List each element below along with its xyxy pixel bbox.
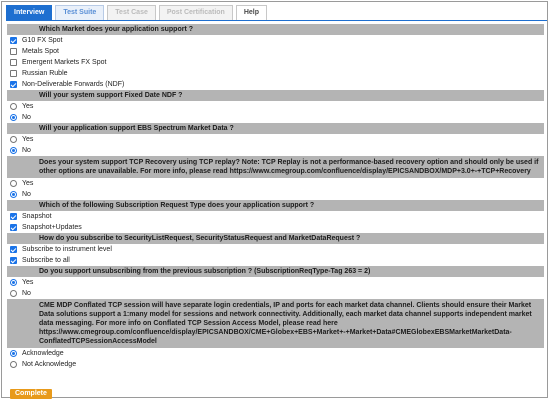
option-acknowledge[interactable] — [7, 348, 547, 359]
option-subscribe-all[interactable] — [7, 255, 547, 266]
tab-underline — [6, 20, 547, 21]
option-russian-ruble[interactable] — [7, 68, 547, 79]
radio-button[interactable] — [10, 103, 17, 110]
option-snapshot[interactable] — [7, 211, 547, 222]
radio-button[interactable] — [10, 180, 17, 187]
option-label: Russian Ruble — [22, 70, 68, 77]
option-label: Non-Deliverable Forwards (NDF) — [22, 81, 125, 88]
option-label: Yes — [22, 279, 34, 286]
option-yes[interactable] — [7, 134, 547, 145]
option-emergent-markets[interactable] — [7, 57, 547, 68]
option-no[interactable] — [7, 189, 547, 200]
option-yes[interactable] — [7, 178, 547, 189]
question-ebs-spectrum: Will your application support EBS Spectrum Market Data ? — [7, 123, 544, 134]
option-g10-fx-spot[interactable] — [7, 35, 547, 46]
radio-button[interactable] — [10, 136, 17, 143]
checkbox[interactable] — [10, 257, 17, 264]
radio-button[interactable] — [10, 191, 17, 198]
checkbox[interactable] — [10, 246, 17, 253]
option-yes[interactable] — [7, 101, 547, 112]
option-label: G10 FX Spot — [22, 37, 63, 44]
question-tcp-recovery: Does your system support TCP Recovery using TCP replay? Note: TCP Replay is not a performance-based recovery option and should only be used if other options are unavailable. For more info, please read https://www.cmegroup.com/confluence/display/EPICSANDBOX/MDP+3.0+-+TCP+Recovery — [7, 156, 544, 178]
question-market: Which Market does your application support ? — [7, 24, 544, 35]
option-label: Emergent Markets FX Spot — [22, 59, 107, 66]
tab-test-case: Test Case — [107, 5, 156, 20]
radio-button[interactable] — [10, 290, 17, 297]
option-label: Snapshot+Updates — [22, 224, 82, 231]
option-label: No — [22, 191, 31, 198]
checkbox[interactable] — [10, 37, 17, 44]
option-not-acknowledge[interactable] — [7, 359, 547, 370]
tab-help[interactable]: Help — [236, 5, 267, 20]
option-label: Yes — [22, 180, 34, 187]
tab-test-suite[interactable]: Test Suite — [55, 5, 104, 20]
option-ndf[interactable] — [7, 79, 547, 90]
question-subscribe-method: How do you subscribe to SecurityListRequest, SecurityStatusRequest and MarketDataRequest ? — [7, 233, 544, 244]
question-unsubscribe: Do you support unsubscribing from the previous subscription ? (SubscriptionReqType-Tag 263 = 2) — [7, 266, 544, 277]
option-label: Subscribe to instrument level — [22, 246, 112, 253]
checkbox[interactable] — [10, 213, 17, 220]
option-label: No — [22, 147, 31, 154]
option-label: Snapshot — [22, 213, 52, 220]
question-subscription-request-type: Which of the following Subscription Request Type does your application support ? — [7, 200, 544, 211]
complete-button[interactable]: Complete — [10, 389, 52, 399]
checkbox[interactable] — [10, 224, 17, 231]
option-label: Metals Spot — [22, 48, 59, 55]
checkbox[interactable] — [10, 81, 17, 88]
option-label: Subscribe to all — [22, 257, 70, 264]
option-yes[interactable] — [7, 277, 547, 288]
radio-button[interactable] — [10, 279, 17, 286]
checkbox[interactable] — [10, 70, 17, 77]
questionnaire — [7, 24, 547, 370]
interview-panel — [1, 1, 548, 398]
question-fixed-date-ndf: Will your system support Fixed Date NDF ? — [7, 90, 544, 101]
radio-button[interactable] — [10, 147, 17, 154]
option-label: Not Acknowledge — [22, 361, 77, 368]
option-subscribe-instrument[interactable] — [7, 244, 547, 255]
option-no[interactable] — [7, 288, 547, 299]
option-snapshot-updates[interactable] — [7, 222, 547, 233]
option-label: Yes — [22, 136, 34, 143]
checkbox[interactable] — [10, 48, 17, 55]
radio-button[interactable] — [10, 114, 17, 121]
option-label: No — [22, 290, 31, 297]
option-label: Yes — [22, 103, 34, 110]
option-no[interactable] — [7, 145, 547, 156]
option-label: No — [22, 114, 31, 121]
option-label: Acknowledge — [22, 350, 64, 357]
tab-interview[interactable]: Interview — [6, 5, 52, 20]
option-no[interactable] — [7, 112, 547, 123]
radio-button[interactable] — [10, 350, 17, 357]
option-metals-spot[interactable] — [7, 46, 547, 57]
question-conflated-tcp: CME MDP Conflated TCP session will have separate login credentials, IP and ports for each market data channel. Clients should ensure their Market Data solutions support a 1:many model for sessions and network connectivity. Additionally, each market data channel supports independent market data messaging. For more info on Conflated TCP Session Access Model, please read here https://www.cmegroup.com/confluence/display/EPICSANDBOX/CME+Globex+EBS+Market+-+Market+Data#CMEGlobexEBSMarketMarketData-ConflatedTCPSessionAccessModel — [7, 299, 544, 348]
tab-post-certification: Post Certification — [159, 5, 233, 20]
radio-button[interactable] — [10, 361, 17, 368]
tab-bar — [6, 5, 267, 20]
checkbox[interactable] — [10, 59, 17, 66]
